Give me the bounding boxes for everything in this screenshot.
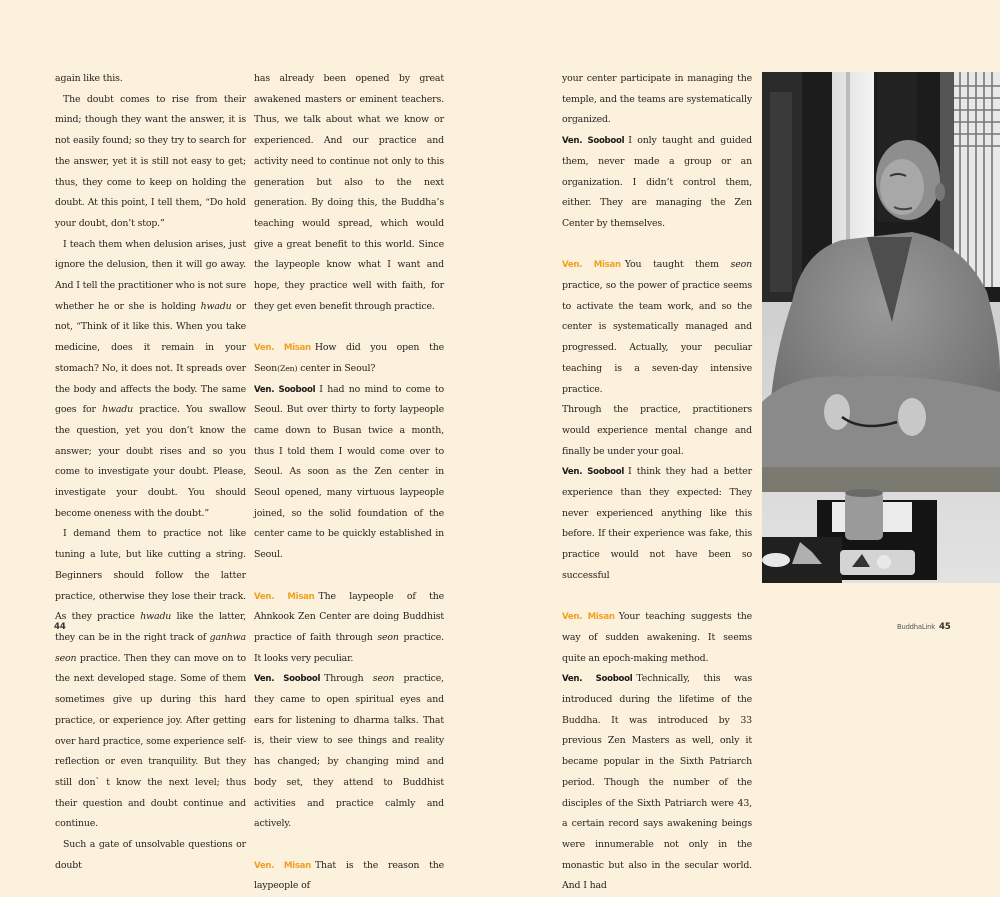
question	[254, 856, 444, 897]
spacer	[254, 835, 444, 856]
monk-photo	[762, 72, 1000, 583]
question	[254, 587, 444, 670]
italic-term: hwadu	[140, 611, 172, 623]
speaker-label-soobool: Ven. Soobool	[562, 467, 625, 478]
spacer	[254, 317, 444, 338]
question	[562, 255, 752, 400]
text-run: practice. You swallow the question, yet you don’t know the answer; your doubt rises and so you come to investigate your doubt. Please, investigate your doubt. You should become oneness with the doubt.”	[55, 404, 247, 519]
speaker-label-misan: Ven. Misan	[254, 343, 311, 354]
speaker-label-misan: Ven. Misan	[562, 260, 621, 271]
paragraph	[55, 235, 246, 525]
answer	[562, 131, 752, 235]
text-run: I teach them when delusion arises, just ignore the delusion, then it will go away. And I tell the practitioner who is not sure whether he or she is holding	[55, 238, 246, 312]
right-page-column	[562, 69, 752, 897]
page-number-right: 45	[939, 622, 951, 632]
text-run: Technically, this was introduced during the lifetime of the Buddha. It was introduced by 33 previous Zen Masters as well, only it became popular in the Sixth Patriarch period. Though the number of the disciples of the Sixth Patriarch were 43, a certain record says awakening beings were innumerable not only in the monastic but also in the secular world. And I had	[562, 673, 752, 892]
italic-term: hwadu	[102, 404, 134, 416]
speaker-label-misan: Ven. Misan	[254, 591, 315, 602]
text-run: (Zen)	[277, 363, 298, 373]
text-run: practice. It looks very peculiar.	[254, 631, 444, 664]
speaker-label-misan: Ven. Misan	[562, 612, 615, 623]
italic-term: seon	[730, 259, 752, 271]
text-run: I had no mind to come to Seoul. But over thirty to forty laypeople came down to Busan twice a month, thus I told them I would come over to Seoul. As soon as the Zen center in Seoul opened, many virtuous laypeople joined, so the solid foundation of the center came to be quickly established in Seoul.	[254, 383, 444, 561]
text-run: Your teaching suggests the way of sudden awakening. It seems quite an epoch-making method.	[562, 611, 752, 664]
answer	[562, 669, 752, 897]
paragraph	[55, 524, 246, 835]
page-number-left: 44	[54, 622, 66, 632]
question	[562, 607, 752, 669]
speaker-label-soobool: Ven. Soobool	[562, 674, 633, 685]
text-run: center in Seoul?	[297, 362, 376, 374]
speaker-label-soobool: Ven. Soobool	[562, 136, 625, 147]
answer	[254, 380, 444, 566]
text-run: or not, “Think of it like this. When you take medicine, does it remain in your stomach? No, it does not. It spreads over the body and affects the body. The same goes for	[55, 300, 246, 416]
paragraph: Such a gate of unsolvable questions or doubt	[55, 839, 246, 871]
paragraph: again like this.	[55, 73, 123, 84]
spacer	[254, 566, 444, 587]
italic-term: ganhwa seon	[55, 631, 246, 664]
text-run: I only taught and guided them, never made a group or an organization. I didn’t control them, either. They are managing the Zen Center by themselves.	[562, 135, 752, 229]
italic-term: seon	[377, 631, 399, 643]
paragraph: has already been opened by great awakened masters or eminent teachers. Thus, we talk about what we know or experienced. And our practice and activity need to continue not only to this generation but also to the next generation. By doing this, the Buddha’s teaching would spread, which would give a great benefit to this world. Since the laypeople know what I want and hope, they practice well with faith, for they get even benefit through practice.	[254, 73, 444, 312]
text-run: You taught them	[624, 259, 731, 271]
text-run: like the latter, they can be in the right track of	[55, 611, 246, 643]
text-run: Through	[324, 673, 373, 685]
paragraph: The doubt comes to rise from their mind; though they want the answer, it is not easily found; so they try to search for the answer, yet it is still not easy to get; thus, they come to keep on holding the doubt. At this point, I tell them, “Do hold your doubt, don’t stop.”	[55, 93, 246, 229]
paragraph: your center participate in managing the temple, and the teams are systematically organized.	[562, 73, 752, 126]
paragraph: Through the practice, practitioners would experience mental change and finally be under your goal.	[562, 404, 752, 457]
speaker-label-soobool: Ven. Soobool	[254, 674, 321, 685]
left-page-column-2	[254, 69, 444, 897]
text-run: I think they had a better experience than they expected: They never experienced anything like this before. If their experience was fake, this practice would not have been so successful	[562, 466, 753, 581]
text-run: That is the reason the laypeople of	[254, 859, 444, 892]
spacer	[562, 587, 752, 608]
italic-term: hwadu	[200, 300, 232, 312]
speaker-label-soobool: Ven. Soobool	[254, 384, 316, 395]
question	[254, 338, 444, 379]
left-page-column-1	[55, 69, 246, 876]
speaker-label-misan: Ven. Misan	[254, 860, 311, 871]
text-run: practice, so the power of practice seems to activate the team work, and so the center is systematically managed and progressed. Actually, your peculiar teaching is a seven-day intensive practice.	[562, 280, 752, 395]
text-run: practice. Then they can move on to the next developed stage. Some of them sometimes give up during this hard practice, or experience joy. After getting over hard practice, some experience self-reflection or even tranquility. But they still don` t know the next level; thus their question and doubt continue and continue.	[55, 652, 246, 830]
text-run: practice, they came to open spiritual eyes and ears for listening to dharma talks. That is, their view to see things and reality has changed; by changing mind and body set, they attend to Buddhist activities and practice calmly and actively.	[254, 673, 444, 830]
text-run: The laypeople of the Ahnkook Zen Center are doing Buddhist practice of faith through	[254, 590, 444, 643]
text-run: I demand them to practice not like tuning a lute, but like cutting a string. Beginners should follow the latter practice, otherwise they lose their track. As they practice	[55, 528, 246, 623]
spacer	[562, 235, 752, 256]
answer	[562, 462, 752, 586]
text-run: How did you open the Seon	[254, 342, 444, 374]
italic-term: seon	[372, 673, 395, 685]
folio-right	[897, 622, 951, 632]
magazine-brand: BuddhaLink	[897, 623, 935, 631]
answer	[254, 669, 444, 835]
